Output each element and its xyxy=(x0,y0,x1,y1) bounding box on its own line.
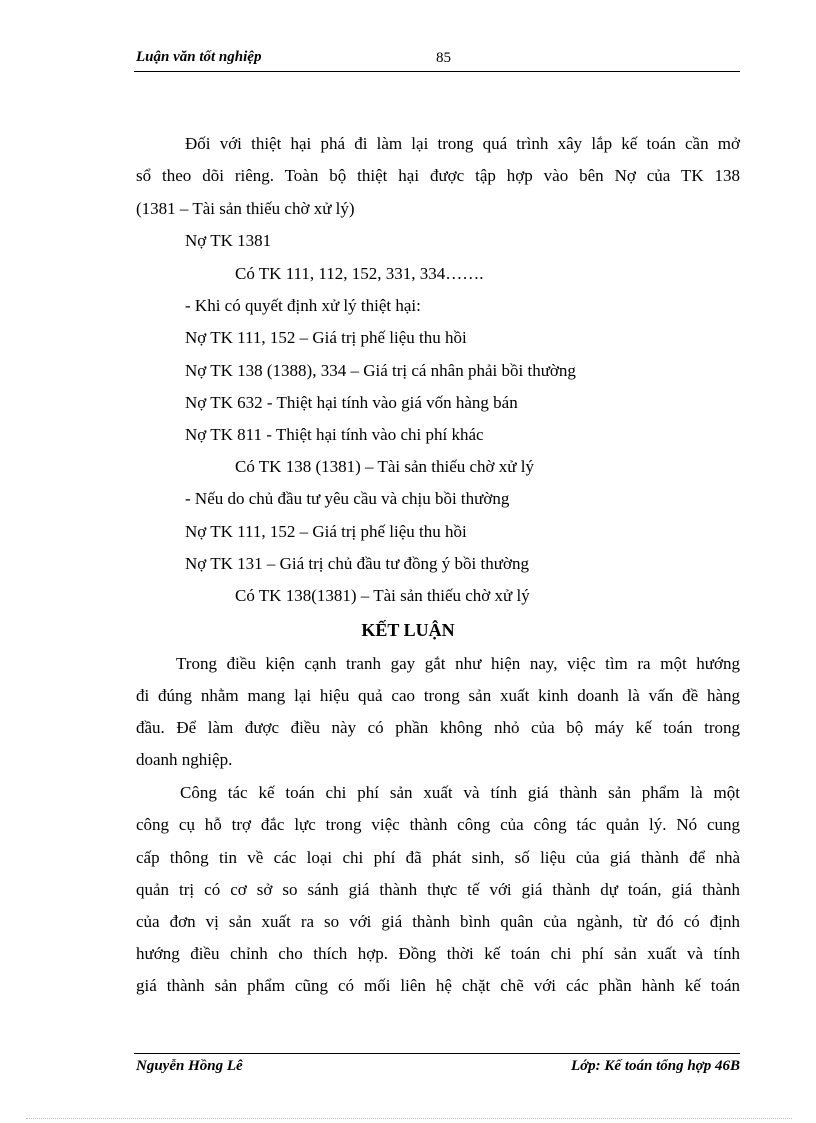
entry-credit-138: Có TK 138 (1381) – Tài sản thiếu chờ xử lý xyxy=(235,457,534,476)
page-bottom-dotted-border xyxy=(26,1118,792,1119)
entry-debit-131: Nợ TK 131 – Giá trị chủ đầu tư đồng ý bồi thường xyxy=(185,554,529,573)
para1-line-1: Đối với thiệt hại phá đi làm lại trong quá trình xây lắp kế toán cần mở xyxy=(185,134,740,153)
para2-line-3: đầu. Để làm được điều này có phần không nhỏ của bộ máy kế toán trong xyxy=(136,718,740,737)
para3-line-5: của đơn vị sản xuất ra so với giá thành bình quân của ngành, từ đó có định xyxy=(136,912,740,931)
para1-line-2: sổ theo dõi riêng. Toàn bộ thiệt hại được tập hợp vào bên Nợ của TK 138 xyxy=(136,166,740,185)
entry-credit-111: Có TK 111, 112, 152, 331, 334……. xyxy=(235,264,484,283)
header-divider xyxy=(134,71,740,72)
header-title: Luận văn tốt nghiệp xyxy=(136,49,262,65)
para2-line-2: đi đúng nhằm mang lại hiệu quả cao trong sản xuất kinh doanh là vấn đề hàng xyxy=(136,686,740,705)
entry-debit-138-334: Nợ TK 138 (1388), 334 – Giá trị cá nhân phải bồi thường xyxy=(185,361,576,380)
para1-line-3: (1381 – Tài sản thiếu chờ xử lý) xyxy=(136,199,355,218)
page-number: 85 xyxy=(436,50,451,66)
footer-class: Lớp: Kế toán tổng hợp 46B xyxy=(570,1058,740,1074)
para3-line-6: hướng điều chỉnh cho thích hợp. Đồng thời kế toán chi phí sản xuất và tính xyxy=(136,944,740,963)
para2-line-4: doanh nghiệp. xyxy=(136,750,233,769)
para3-line-4: quản trị có cơ sở so sánh giá thành thực tế với giá thành dự toán, giá thành xyxy=(136,880,740,899)
entry-case-decision: - Khi có quyết định xử lý thiệt hại: xyxy=(185,296,421,315)
footer-divider xyxy=(134,1053,740,1054)
entry-debit-111-152: Nợ TK 111, 152 – Giá trị phế liệu thu hồi xyxy=(185,328,467,347)
entry-case-investor: - Nếu do chủ đầu tư yêu cầu và chịu bồi thường xyxy=(185,489,510,508)
para3-line-7: giá thành sản phẩm cũng có mối liên hệ chặt chẽ với các phần hành kế toán xyxy=(136,976,740,995)
footer-author: Nguyễn Hồng Lê xyxy=(136,1058,243,1074)
entry-debit-632: Nợ TK 632 - Thiệt hại tính vào giá vốn hàng bán xyxy=(185,393,518,412)
entry-debit-811: Nợ TK 811 - Thiệt hại tính vào chi phí khác xyxy=(185,425,484,444)
para2-line-1: Trong điều kiện cạnh tranh gay gắt như hiện nay, việc tìm ra một hướng xyxy=(176,654,740,673)
conclusion-heading: KẾT LUẬN xyxy=(361,620,455,640)
para3-line-2: công cụ hỗ trợ đắc lực trong việc thành công của công tác quản lý. Nó cung xyxy=(136,815,740,834)
para3-line-3: cấp thông tin về các loại chi phí đã phát sinh, số liệu của giá thành để nhà xyxy=(136,848,740,867)
entry-credit-138-b: Có TK 138(1381) – Tài sản thiếu chờ xử lý xyxy=(235,586,530,605)
entry-debit-111-152-b: Nợ TK 111, 152 – Giá trị phế liệu thu hồi xyxy=(185,522,467,541)
para3-line-1: Công tác kế toán chi phí sản xuất và tính giá thành sản phẩm là một xyxy=(180,783,740,802)
entry-debit-1381: Nợ TK 1381 xyxy=(185,231,272,250)
